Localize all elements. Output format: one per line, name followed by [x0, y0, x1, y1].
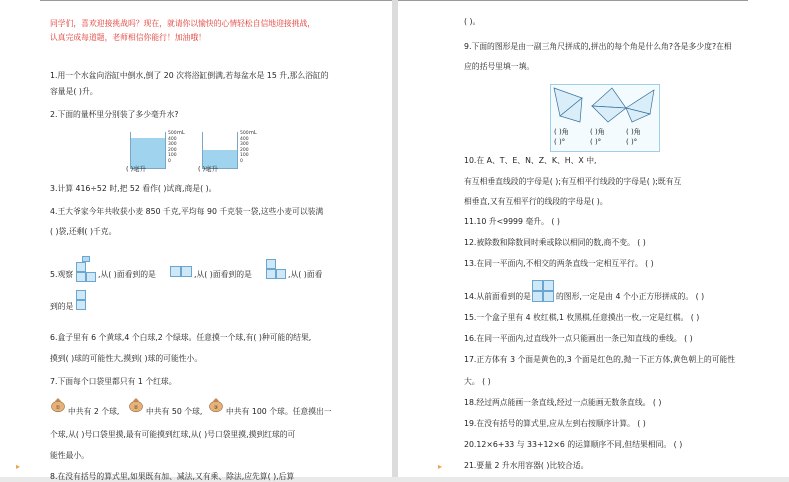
question-18: 18.经过两点能画一条直线,经过一点能画无数条直线。 ( ): [464, 398, 662, 407]
question-11: 11.10 升<9999 毫升。 ( ): [464, 217, 560, 226]
question-4-line-1: 4.王大爷家今年共收获小麦 850 千克,平均每 90 千克装一袋,这些小麦可以装满: [50, 207, 324, 216]
triangle-ruler-icon: [550, 84, 658, 126]
view-square: [266, 269, 276, 279]
question-12: 12.被除数和除数同时乘或除以相同的数,商不变。 ( ): [464, 238, 646, 247]
angle-type-3: ( )角: [626, 128, 641, 136]
beaker-2-answer: ( )毫升: [198, 165, 219, 173]
view-square: [532, 280, 543, 291]
bag-1-text: 中共有 2 个球,: [68, 407, 120, 416]
question-14-text-1: 14.从前面看到的是: [464, 292, 531, 301]
view-square: [181, 266, 192, 277]
question-14-text-2: 的图形,一定是由 4 个小正方形拼成的。 ( ): [556, 292, 705, 301]
question-6-line-1: 6.盒子里有 6 个黄球,4 个白球,2 个绿球。任意摸一个球,有( )种可能的结果,: [50, 333, 312, 342]
page-top-border: [398, 0, 748, 1]
view-square: [76, 290, 86, 300]
angle-type-1: ( )角: [554, 128, 569, 136]
question-1-line-2: 容量是( )升。: [50, 87, 98, 96]
question-7-line-3: 能性最小。: [50, 451, 89, 460]
question-15: 15.一个盒子里有 4 枚红棋,1 枚黑棋,任意摸出一枚,一定是红棋。 ( ): [464, 313, 700, 322]
beaker-1-answer: ( )毫升: [126, 165, 147, 173]
page-top-border: [40, 0, 392, 1]
question-5-side: ,从( )面看到的是: [194, 270, 252, 279]
view-square: [266, 259, 276, 269]
question-4-line-2: ( )袋,还剩( )千克。: [50, 227, 117, 236]
view-square: [543, 291, 554, 302]
margin-mark: ▸: [438, 462, 443, 471]
margin-mark: ▸: [16, 462, 21, 471]
question-2: 2.下面的量杯里分别装了多少毫升水?: [50, 110, 179, 119]
question-10-line-1: 10.在 A、T、E、N、Z、K、H、X 中,: [464, 156, 597, 165]
beaker-unit: mL: [249, 130, 257, 136]
question-1-line-1: 1.用一个水盆向浴缸中倒水,倒了 20 次将浴缸倒满,若每盆水是 15 升,那么浴缸的: [50, 71, 329, 80]
question-7: 7.下面每个口袋里都只有 1 个红球。: [50, 377, 177, 386]
bag-3-text: 中共有 100 个球。任意摸出一: [226, 407, 332, 416]
page-right: [398, 0, 789, 477]
view-square: [276, 269, 286, 279]
bag-2-text: 中共有 50 个球,: [146, 407, 203, 416]
question-21: 21.要量 2 升水用容器( )比较合适。: [464, 461, 589, 470]
angle-degree-3: ( )°: [626, 138, 638, 146]
beaker-unit: mL: [177, 130, 185, 136]
bag-icon: [50, 397, 66, 412]
page-left: [0, 0, 392, 481]
view-square: [532, 291, 543, 302]
angle-degree-2: ( )°: [590, 138, 602, 146]
intro-line-1: 同学们，喜欢迎接挑战吗？现在，就请你以愉快的心情轻松自信地迎接挑战，: [50, 19, 316, 28]
question-20: 20.12×6+33 与 33+12×6 的运算顺序不同,但结果相同。 ( ): [464, 440, 683, 449]
question-19: 19.在没有括号的算式里,应从左到右按顺序计算。 ( ): [464, 419, 646, 428]
beaker-scale: 500 400 300 200 100 0: [240, 131, 249, 164]
question-17-line-1: 17.正方体有 3 个面是黄色的,3 个面是红色的,抛一下正方体,黄色朝上的可能性: [464, 355, 736, 364]
angle-type-2: ( )角: [590, 128, 605, 136]
intro-line-2: 认真完成每道题，老师相信你能行！加油哦！: [50, 33, 206, 42]
question-5-front: ,从( )面看到的是: [98, 270, 156, 279]
question-9-line-1: 9.下面的图形是由一副三角尺拼成的,拼出的每个角是什么角?各是多少度?在相: [464, 42, 732, 51]
angle-degree-1: ( )°: [554, 138, 566, 146]
view-square: [170, 266, 181, 277]
question-10-line-3: 相垂直,又有互相平行的线段的字母是( )。: [464, 197, 608, 206]
question-10-line-2: 有互相垂直线段的字母是( );有互相平行线段的字母是( );既有互: [464, 177, 682, 186]
question-17-line-2: 大。 ( ): [464, 377, 491, 386]
question-8-cut: 8.在没有括号的算式里,如果既有加、减法,又有乘、除法,应先算( ),后算: [50, 472, 295, 481]
question-5-end: 到的是: [50, 302, 74, 311]
bag-icon: [208, 397, 224, 412]
svg-text:①: ①: [55, 405, 61, 411]
question-13: 13.在同一平面内,不相交的两条直线一定相互平行。 ( ): [464, 259, 654, 268]
view-square: [543, 280, 554, 291]
beaker-scale: 500 400 300 200 100 0: [168, 131, 177, 164]
svg-text:②: ②: [133, 405, 139, 411]
question-3: 3.计算 416÷52 时,把 52 看作( )试商,商是( )。: [50, 184, 217, 193]
bag-icon: [128, 397, 144, 412]
question-5-intro: 5.观察: [50, 270, 74, 279]
question-9-line-2: 应的括号里填一填。: [464, 62, 535, 71]
question-5-top: ,从( )面看: [288, 270, 323, 279]
question-16: 16.在同一平面内,过直线外一点只能画出一条已知直线的垂线。 ( ): [464, 334, 693, 343]
question-7-line-2: 个球,从( )号口袋里摸,最有可能摸到红球,从( )号口袋里摸,摸到红球的可: [50, 430, 296, 439]
question-6-line-2: 摸到( )球的可能性大,摸到( )球的可能性小。: [50, 354, 203, 363]
view-square: [76, 300, 86, 310]
question-8-end: ( )。: [464, 17, 481, 26]
svg-text:③: ③: [213, 405, 219, 411]
